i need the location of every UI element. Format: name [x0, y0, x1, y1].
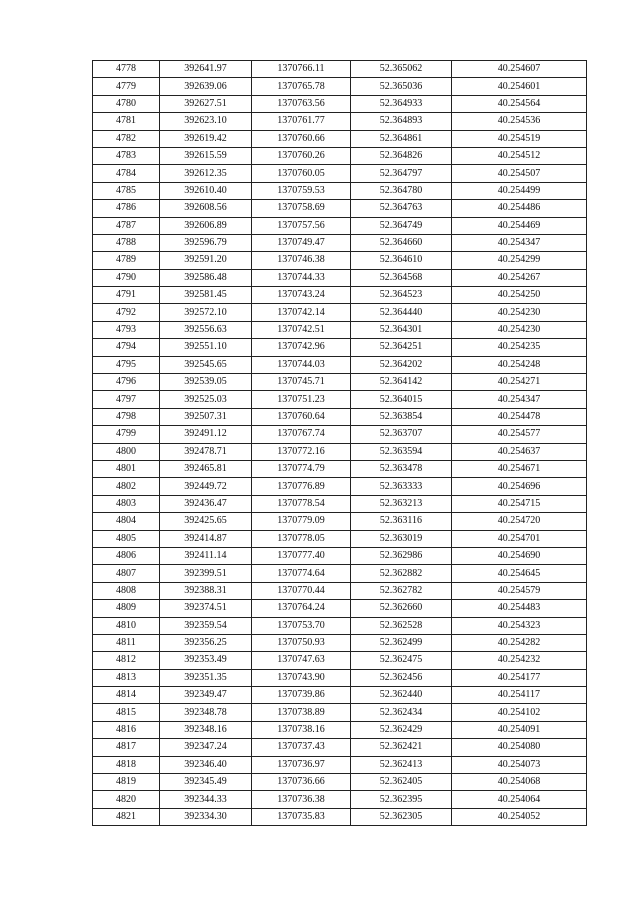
table-row: [93, 374, 587, 391]
y-coordinate-cell: 1370763.56: [252, 95, 351, 112]
longitude-cell: 52.363333: [351, 478, 452, 495]
point-number-cell: 4803: [93, 495, 160, 512]
y-coordinate-cell: 1370750.93: [252, 634, 351, 651]
y-coordinate-cell: 1370746.38: [252, 252, 351, 269]
point-number-cell: 4785: [93, 182, 160, 199]
latitude-cell: 40.254720: [452, 513, 587, 530]
longitude-cell: 52.363594: [351, 443, 452, 460]
x-coordinate-cell: 392388.31: [160, 582, 252, 599]
point-number-cell: 4783: [93, 147, 160, 164]
table-row: [93, 756, 587, 773]
point-number-cell: 4799: [93, 426, 160, 443]
y-coordinate-cell: 1370760.64: [252, 408, 351, 425]
y-coordinate-cell: 1370759.53: [252, 182, 351, 199]
latitude-cell: 40.254235: [452, 339, 587, 356]
latitude-cell: 40.254671: [452, 460, 587, 477]
latitude-cell: 40.254230: [452, 321, 587, 338]
x-coordinate-cell: 392556.63: [160, 321, 252, 338]
latitude-cell: 40.254478: [452, 408, 587, 425]
longitude-cell: 52.364015: [351, 391, 452, 408]
x-coordinate-cell: 392359.54: [160, 617, 252, 634]
table-row: [93, 617, 587, 634]
point-number-cell: 4787: [93, 217, 160, 234]
longitude-cell: 52.364251: [351, 339, 452, 356]
x-coordinate-cell: 392345.49: [160, 774, 252, 791]
table-row: [93, 165, 587, 182]
longitude-cell: 52.362475: [351, 652, 452, 669]
x-coordinate-cell: 392507.31: [160, 408, 252, 425]
point-number-cell: 4778: [93, 61, 160, 78]
table-row: [93, 721, 587, 738]
latitude-cell: 40.254645: [452, 565, 587, 582]
longitude-cell: 52.363213: [351, 495, 452, 512]
table-row: [93, 460, 587, 477]
x-coordinate-cell: 392348.78: [160, 704, 252, 721]
point-number-cell: 4802: [93, 478, 160, 495]
y-coordinate-cell: 1370739.86: [252, 687, 351, 704]
x-coordinate-cell: 392347.24: [160, 739, 252, 756]
x-coordinate-cell: 392491.12: [160, 426, 252, 443]
point-number-cell: 4795: [93, 356, 160, 373]
point-number-cell: 4821: [93, 808, 160, 825]
longitude-cell: 52.364780: [351, 182, 452, 199]
y-coordinate-cell: 1370743.90: [252, 669, 351, 686]
table-row: [93, 252, 587, 269]
y-coordinate-cell: 1370778.54: [252, 495, 351, 512]
latitude-cell: 40.254091: [452, 721, 587, 738]
latitude-cell: 40.254564: [452, 95, 587, 112]
longitude-cell: 52.364893: [351, 113, 452, 130]
latitude-cell: 40.254117: [452, 687, 587, 704]
latitude-cell: 40.254607: [452, 61, 587, 78]
point-number-cell: 4794: [93, 339, 160, 356]
latitude-cell: 40.254073: [452, 756, 587, 773]
table-row: [93, 739, 587, 756]
latitude-cell: 40.254486: [452, 200, 587, 217]
x-coordinate-cell: 392346.40: [160, 756, 252, 773]
longitude-cell: 52.363019: [351, 530, 452, 547]
latitude-cell: 40.254177: [452, 669, 587, 686]
table-row: [93, 200, 587, 217]
table-row: [93, 495, 587, 512]
point-number-cell: 4784: [93, 165, 160, 182]
table-row: [93, 704, 587, 721]
y-coordinate-cell: 1370767.74: [252, 426, 351, 443]
x-coordinate-cell: 392623.10: [160, 113, 252, 130]
x-coordinate-cell: 392608.56: [160, 200, 252, 217]
latitude-cell: 40.254577: [452, 426, 587, 443]
table-row: [93, 234, 587, 251]
latitude-cell: 40.254102: [452, 704, 587, 721]
point-number-cell: 4808: [93, 582, 160, 599]
x-coordinate-cell: 392353.49: [160, 652, 252, 669]
coordinates-table-body: [93, 61, 587, 826]
point-number-cell: 4807: [93, 565, 160, 582]
latitude-cell: 40.254579: [452, 582, 587, 599]
point-number-cell: 4789: [93, 252, 160, 269]
table-row: [93, 513, 587, 530]
y-coordinate-cell: 1370744.33: [252, 269, 351, 286]
latitude-cell: 40.254323: [452, 617, 587, 634]
y-coordinate-cell: 1370747.63: [252, 652, 351, 669]
y-coordinate-cell: 1370742.14: [252, 304, 351, 321]
y-coordinate-cell: 1370743.24: [252, 287, 351, 304]
point-number-cell: 4779: [93, 78, 160, 95]
x-coordinate-cell: 392351.35: [160, 669, 252, 686]
table-row: [93, 269, 587, 286]
latitude-cell: 40.254690: [452, 547, 587, 564]
x-coordinate-cell: 392348.16: [160, 721, 252, 738]
point-number-cell: 4780: [93, 95, 160, 112]
x-coordinate-cell: 392596.79: [160, 234, 252, 251]
y-coordinate-cell: 1370736.97: [252, 756, 351, 773]
longitude-cell: 52.364523: [351, 287, 452, 304]
y-coordinate-cell: 1370770.44: [252, 582, 351, 599]
longitude-cell: 52.362499: [351, 634, 452, 651]
y-coordinate-cell: 1370738.89: [252, 704, 351, 721]
point-number-cell: 4797: [93, 391, 160, 408]
longitude-cell: 52.364202: [351, 356, 452, 373]
y-coordinate-cell: 1370760.05: [252, 165, 351, 182]
y-coordinate-cell: 1370738.16: [252, 721, 351, 738]
x-coordinate-cell: 392334.30: [160, 808, 252, 825]
longitude-cell: 52.362782: [351, 582, 452, 599]
x-coordinate-cell: 392411.14: [160, 547, 252, 564]
point-number-cell: 4819: [93, 774, 160, 791]
longitude-cell: 52.364568: [351, 269, 452, 286]
point-number-cell: 4790: [93, 269, 160, 286]
y-coordinate-cell: 1370749.47: [252, 234, 351, 251]
latitude-cell: 40.254064: [452, 791, 587, 808]
point-number-cell: 4806: [93, 547, 160, 564]
y-coordinate-cell: 1370774.79: [252, 460, 351, 477]
latitude-cell: 40.254512: [452, 147, 587, 164]
y-coordinate-cell: 1370736.38: [252, 791, 351, 808]
x-coordinate-cell: 392610.40: [160, 182, 252, 199]
longitude-cell: 52.362434: [351, 704, 452, 721]
latitude-cell: 40.254507: [452, 165, 587, 182]
longitude-cell: 52.364861: [351, 130, 452, 147]
x-coordinate-cell: 392399.51: [160, 565, 252, 582]
latitude-cell: 40.254483: [452, 600, 587, 617]
latitude-cell: 40.254519: [452, 130, 587, 147]
table-row: [93, 182, 587, 199]
x-coordinate-cell: 392627.51: [160, 95, 252, 112]
x-coordinate-cell: 392356.25: [160, 634, 252, 651]
longitude-cell: 52.362429: [351, 721, 452, 738]
longitude-cell: 52.362456: [351, 669, 452, 686]
longitude-cell: 52.364763: [351, 200, 452, 217]
longitude-cell: 52.364301: [351, 321, 452, 338]
longitude-cell: 52.363116: [351, 513, 452, 530]
longitude-cell: 52.364826: [351, 147, 452, 164]
y-coordinate-cell: 1370742.96: [252, 339, 351, 356]
latitude-cell: 40.254232: [452, 652, 587, 669]
longitude-cell: 52.363478: [351, 460, 452, 477]
x-coordinate-cell: 392414.87: [160, 530, 252, 547]
table-row: [93, 426, 587, 443]
table-row: [93, 547, 587, 564]
y-coordinate-cell: 1370744.03: [252, 356, 351, 373]
longitude-cell: 52.362395: [351, 791, 452, 808]
y-coordinate-cell: 1370757.56: [252, 217, 351, 234]
table-row: [93, 530, 587, 547]
y-coordinate-cell: 1370736.66: [252, 774, 351, 791]
x-coordinate-cell: 392465.81: [160, 460, 252, 477]
y-coordinate-cell: 1370745.71: [252, 374, 351, 391]
x-coordinate-cell: 392615.59: [160, 147, 252, 164]
table-row: [93, 808, 587, 825]
y-coordinate-cell: 1370764.24: [252, 600, 351, 617]
latitude-cell: 40.254347: [452, 391, 587, 408]
y-coordinate-cell: 1370760.66: [252, 130, 351, 147]
x-coordinate-cell: 392606.89: [160, 217, 252, 234]
y-coordinate-cell: 1370766.11: [252, 61, 351, 78]
latitude-cell: 40.254267: [452, 269, 587, 286]
latitude-cell: 40.254271: [452, 374, 587, 391]
table-row: [93, 304, 587, 321]
y-coordinate-cell: 1370751.23: [252, 391, 351, 408]
x-coordinate-cell: 392436.47: [160, 495, 252, 512]
point-number-cell: 4786: [93, 200, 160, 217]
point-number-cell: 4814: [93, 687, 160, 704]
longitude-cell: 52.362882: [351, 565, 452, 582]
latitude-cell: 40.254282: [452, 634, 587, 651]
table-row: [93, 443, 587, 460]
point-number-cell: 4818: [93, 756, 160, 773]
latitude-cell: 40.254250: [452, 287, 587, 304]
x-coordinate-cell: 392344.33: [160, 791, 252, 808]
longitude-cell: 52.362413: [351, 756, 452, 773]
longitude-cell: 52.362305: [351, 808, 452, 825]
x-coordinate-cell: 392545.65: [160, 356, 252, 373]
latitude-cell: 40.254696: [452, 478, 587, 495]
longitude-cell: 52.364610: [351, 252, 452, 269]
y-coordinate-cell: 1370742.51: [252, 321, 351, 338]
point-number-cell: 4820: [93, 791, 160, 808]
x-coordinate-cell: 392572.10: [160, 304, 252, 321]
longitude-cell: 52.364933: [351, 95, 452, 112]
point-number-cell: 4809: [93, 600, 160, 617]
table-row: [93, 669, 587, 686]
latitude-cell: 40.254052: [452, 808, 587, 825]
point-number-cell: 4782: [93, 130, 160, 147]
y-coordinate-cell: 1370753.70: [252, 617, 351, 634]
longitude-cell: 52.364797: [351, 165, 452, 182]
table-row: [93, 321, 587, 338]
y-coordinate-cell: 1370772.16: [252, 443, 351, 460]
longitude-cell: 52.362986: [351, 547, 452, 564]
x-coordinate-cell: 392425.65: [160, 513, 252, 530]
table-row: [93, 147, 587, 164]
latitude-cell: 40.254248: [452, 356, 587, 373]
latitude-cell: 40.254637: [452, 443, 587, 460]
table-row: [93, 391, 587, 408]
y-coordinate-cell: 1370737.43: [252, 739, 351, 756]
point-number-cell: 4804: [93, 513, 160, 530]
longitude-cell: 52.362528: [351, 617, 452, 634]
table-row: [93, 61, 587, 78]
point-number-cell: 4805: [93, 530, 160, 547]
latitude-cell: 40.254469: [452, 217, 587, 234]
table-row: [93, 217, 587, 234]
table-row: [93, 113, 587, 130]
point-number-cell: 4800: [93, 443, 160, 460]
y-coordinate-cell: 1370777.40: [252, 547, 351, 564]
table-row: [93, 582, 587, 599]
longitude-cell: 52.362440: [351, 687, 452, 704]
latitude-cell: 40.254347: [452, 234, 587, 251]
point-number-cell: 4788: [93, 234, 160, 251]
point-number-cell: 4816: [93, 721, 160, 738]
table-row: [93, 774, 587, 791]
y-coordinate-cell: 1370735.83: [252, 808, 351, 825]
latitude-cell: 40.254715: [452, 495, 587, 512]
y-coordinate-cell: 1370774.64: [252, 565, 351, 582]
x-coordinate-cell: 392586.48: [160, 269, 252, 286]
x-coordinate-cell: 392581.45: [160, 287, 252, 304]
longitude-cell: 52.364660: [351, 234, 452, 251]
table-row: [93, 78, 587, 95]
x-coordinate-cell: 392612.35: [160, 165, 252, 182]
y-coordinate-cell: 1370776.89: [252, 478, 351, 495]
table-row: [93, 687, 587, 704]
coordinates-table: [92, 60, 587, 826]
table-row: [93, 634, 587, 651]
table-row: [93, 565, 587, 582]
latitude-cell: 40.254068: [452, 774, 587, 791]
latitude-cell: 40.254601: [452, 78, 587, 95]
point-number-cell: 4796: [93, 374, 160, 391]
table-row: [93, 339, 587, 356]
point-number-cell: 4810: [93, 617, 160, 634]
point-number-cell: 4793: [93, 321, 160, 338]
longitude-cell: 52.362421: [351, 739, 452, 756]
x-coordinate-cell: 392449.72: [160, 478, 252, 495]
point-number-cell: 4815: [93, 704, 160, 721]
table-row: [93, 95, 587, 112]
longitude-cell: 52.364440: [351, 304, 452, 321]
y-coordinate-cell: 1370758.69: [252, 200, 351, 217]
x-coordinate-cell: 392525.03: [160, 391, 252, 408]
x-coordinate-cell: 392539.05: [160, 374, 252, 391]
y-coordinate-cell: 1370765.78: [252, 78, 351, 95]
point-number-cell: 4792: [93, 304, 160, 321]
point-number-cell: 4813: [93, 669, 160, 686]
table-row: [93, 600, 587, 617]
latitude-cell: 40.254536: [452, 113, 587, 130]
longitude-cell: 52.363707: [351, 426, 452, 443]
point-number-cell: 4817: [93, 739, 160, 756]
point-number-cell: 4812: [93, 652, 160, 669]
y-coordinate-cell: 1370760.26: [252, 147, 351, 164]
longitude-cell: 52.365062: [351, 61, 452, 78]
point-number-cell: 4801: [93, 460, 160, 477]
x-coordinate-cell: 392374.51: [160, 600, 252, 617]
latitude-cell: 40.254080: [452, 739, 587, 756]
table-row: [93, 287, 587, 304]
table-row: [93, 130, 587, 147]
latitude-cell: 40.254701: [452, 530, 587, 547]
y-coordinate-cell: 1370779.09: [252, 513, 351, 530]
y-coordinate-cell: 1370778.05: [252, 530, 351, 547]
longitude-cell: 52.364142: [351, 374, 452, 391]
point-number-cell: 4781: [93, 113, 160, 130]
table-row: [93, 356, 587, 373]
x-coordinate-cell: 392591.20: [160, 252, 252, 269]
point-number-cell: 4811: [93, 634, 160, 651]
x-coordinate-cell: 392641.97: [160, 61, 252, 78]
x-coordinate-cell: 392639.06: [160, 78, 252, 95]
latitude-cell: 40.254299: [452, 252, 587, 269]
table-row: [93, 408, 587, 425]
longitude-cell: 52.364749: [351, 217, 452, 234]
x-coordinate-cell: 392619.42: [160, 130, 252, 147]
x-coordinate-cell: 392478.71: [160, 443, 252, 460]
longitude-cell: 52.362660: [351, 600, 452, 617]
longitude-cell: 52.365036: [351, 78, 452, 95]
table-row: [93, 652, 587, 669]
longitude-cell: 52.362405: [351, 774, 452, 791]
latitude-cell: 40.254499: [452, 182, 587, 199]
table-row: [93, 791, 587, 808]
point-number-cell: 4791: [93, 287, 160, 304]
longitude-cell: 52.363854: [351, 408, 452, 425]
y-coordinate-cell: 1370761.77: [252, 113, 351, 130]
x-coordinate-cell: 392349.47: [160, 687, 252, 704]
table-row: [93, 478, 587, 495]
x-coordinate-cell: 392551.10: [160, 339, 252, 356]
latitude-cell: 40.254230: [452, 304, 587, 321]
point-number-cell: 4798: [93, 408, 160, 425]
